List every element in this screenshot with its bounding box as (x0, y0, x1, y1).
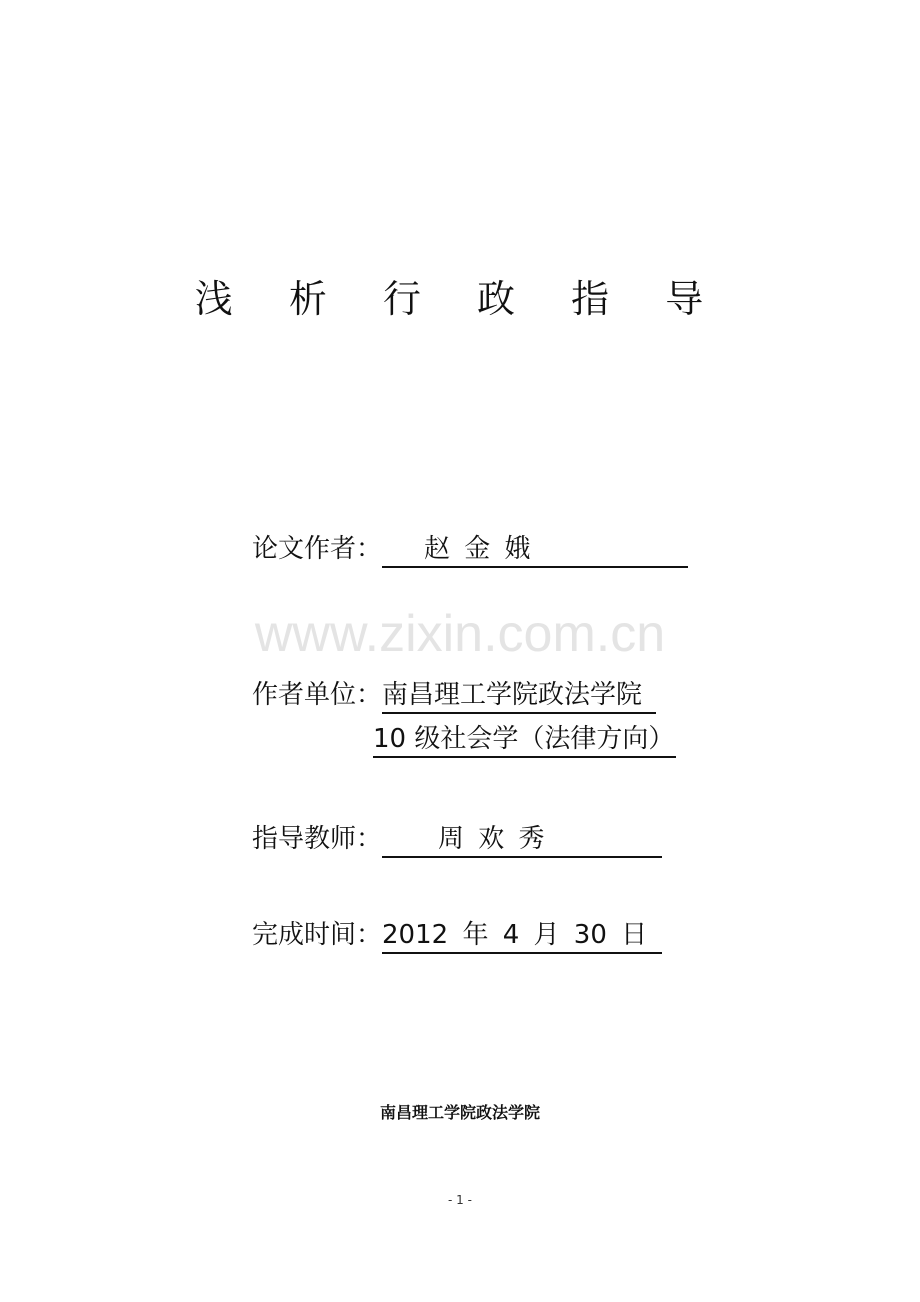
advisor-row (252, 818, 662, 858)
author-value-line (382, 532, 688, 568)
advisor-label: 指导教师： (252, 824, 383, 854)
thesis-title: 浅 析 行 政 指 导 (194, 277, 726, 321)
unit-row (252, 674, 656, 714)
author-row (252, 528, 688, 568)
unit-row-2 (373, 722, 676, 758)
unit-value-line1: 南昌理工学院政法学院 (382, 678, 656, 714)
date-label: 完成时间： (252, 920, 383, 950)
advisor-value: 周 欢 秀 (438, 824, 545, 854)
footer-school: 南昌理工学院政法学院 (379, 1103, 540, 1122)
author-label: 论文作者： (252, 534, 383, 564)
advisor-value-line (382, 822, 662, 858)
author-value: 赵 金 娥 (424, 534, 531, 564)
date-value: 2012 年 4 月 30 日 (382, 918, 662, 954)
date-row (252, 914, 662, 954)
unit-value-line2: 10 级社会学（法律方向） (373, 722, 676, 758)
watermark: www.zixin.com.cn (254, 605, 666, 663)
page-number: - 1 - (448, 1193, 472, 1207)
unit-label: 作者单位： (252, 680, 383, 710)
